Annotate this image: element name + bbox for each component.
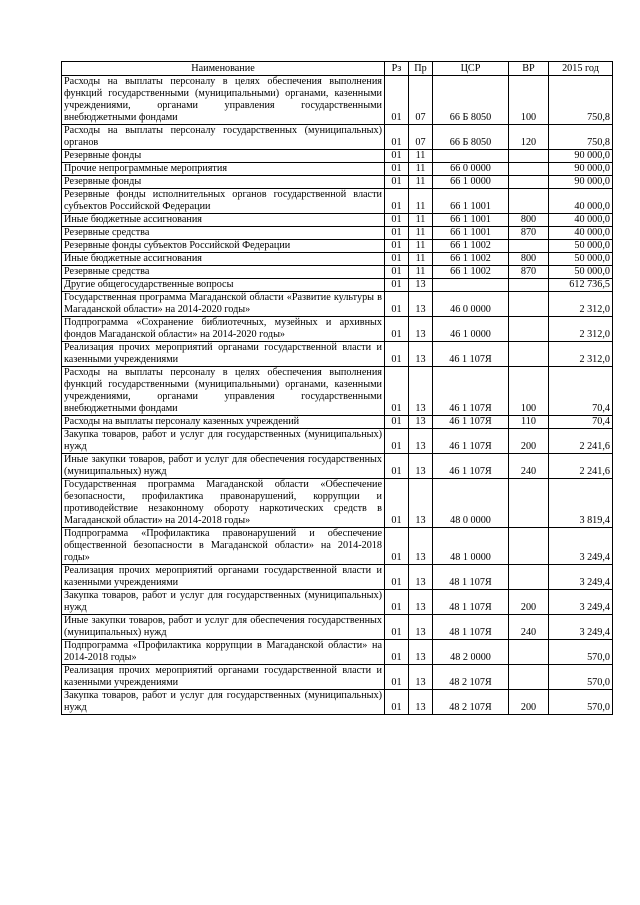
header-vr: ВР	[509, 62, 549, 76]
table-row	[62, 429, 613, 454]
cell-csr: 66 Б 8050	[433, 125, 509, 150]
cell-name: Государственная программа Магаданской области «Развитие культуры в Магаданской области» на 2014-2020 годы»	[62, 292, 385, 317]
cell-name: Резервные фонды	[62, 150, 385, 163]
cell-vr: 240	[509, 454, 549, 479]
cell-sum: 570,0	[549, 690, 613, 715]
cell-csr: 66 Б 8050	[433, 76, 509, 125]
cell-sum: 750,8	[549, 76, 613, 125]
cell-rz: 01	[385, 125, 409, 150]
cell-rz: 01	[385, 479, 409, 528]
cell-csr: 46 1 107Я	[433, 429, 509, 454]
cell-csr: 46 1 0000	[433, 317, 509, 342]
cell-name: Подпрограмма «Сохранение библиотечных, музейных и архивных фондов Магаданской области» на 2014-2020 годы»	[62, 317, 385, 342]
cell-pr: 13	[409, 292, 433, 317]
cell-vr	[509, 479, 549, 528]
table-row	[62, 665, 613, 690]
cell-pr: 11	[409, 189, 433, 214]
cell-vr: 200	[509, 590, 549, 615]
table-row	[62, 615, 613, 640]
cell-csr: 46 1 107Я	[433, 367, 509, 416]
cell-name: Реализация прочих мероприятий органами государственной власти и казенными учреждениями	[62, 565, 385, 590]
table-row	[62, 253, 613, 266]
cell-csr	[433, 279, 509, 292]
cell-sum: 70,4	[549, 367, 613, 416]
cell-vr	[509, 292, 549, 317]
cell-name: Прочие непрограммные мероприятия	[62, 163, 385, 176]
cell-pr: 11	[409, 227, 433, 240]
cell-sum: 50 000,0	[549, 240, 613, 253]
cell-name: Государственная программа Магаданской области «Обеспечение безопасности, профилактика правонарушений, коррупции и противодействие незаконному обороту наркотических средств в Магаданской области» на 2014-2018 годы»	[62, 479, 385, 528]
cell-vr	[509, 317, 549, 342]
cell-vr	[509, 189, 549, 214]
table-row	[62, 125, 613, 150]
table-row	[62, 76, 613, 125]
cell-pr: 13	[409, 317, 433, 342]
cell-sum: 50 000,0	[549, 266, 613, 279]
cell-rz: 01	[385, 690, 409, 715]
cell-sum: 40 000,0	[549, 214, 613, 227]
table-row	[62, 590, 613, 615]
table-row	[62, 227, 613, 240]
cell-name: Закупка товаров, работ и услуг для государственных (муниципальных) нужд	[62, 429, 385, 454]
table-body	[62, 76, 613, 715]
cell-csr: 66 1 1002	[433, 266, 509, 279]
cell-sum: 70,4	[549, 416, 613, 429]
cell-name: Закупка товаров, работ и услуг для государственных (муниципальных) нужд	[62, 690, 385, 715]
cell-rz: 01	[385, 454, 409, 479]
cell-pr: 13	[409, 640, 433, 665]
table-row	[62, 454, 613, 479]
cell-name: Резервные фонды исполнительных органов государственной власти субъектов Российской Федерации	[62, 189, 385, 214]
header-rz: Рз	[385, 62, 409, 76]
table-row	[62, 163, 613, 176]
cell-name: Иные закупки товаров, работ и услуг для обеспечения государственных (муниципальных) нужд	[62, 454, 385, 479]
cell-name: Расходы на выплаты персоналу казенных учреждений	[62, 416, 385, 429]
table-row	[62, 528, 613, 565]
cell-sum: 40 000,0	[549, 189, 613, 214]
cell-rz: 01	[385, 163, 409, 176]
cell-pr: 11	[409, 150, 433, 163]
cell-sum: 2 241,6	[549, 429, 613, 454]
cell-vr: 240	[509, 615, 549, 640]
cell-vr: 200	[509, 690, 549, 715]
cell-csr: 46 1 107Я	[433, 454, 509, 479]
table-row	[62, 640, 613, 665]
cell-sum: 40 000,0	[549, 227, 613, 240]
cell-name: Подпрограмма «Профилактика коррупции в Магаданской области» на 2014-2018 годы»	[62, 640, 385, 665]
cell-rz: 01	[385, 266, 409, 279]
cell-csr: 66 1 1002	[433, 240, 509, 253]
cell-sum: 3 249,4	[549, 615, 613, 640]
cell-pr: 13	[409, 479, 433, 528]
cell-pr: 13	[409, 528, 433, 565]
cell-name: Реализация прочих мероприятий органами государственной власти и казенными учреждениями	[62, 665, 385, 690]
cell-name: Расходы на выплаты персоналу в целях обеспечения выполнения функций государственными (муниципальными) органами, казенными учреждениями, органами управления государственными внебюджетными фондами	[62, 76, 385, 125]
cell-vr	[509, 665, 549, 690]
cell-csr: 48 1 0000	[433, 528, 509, 565]
table-row	[62, 214, 613, 227]
cell-vr	[509, 176, 549, 189]
cell-rz: 01	[385, 176, 409, 189]
cell-rz: 01	[385, 528, 409, 565]
cell-sum: 570,0	[549, 640, 613, 665]
table-row	[62, 416, 613, 429]
cell-rz: 01	[385, 640, 409, 665]
cell-name: Расходы на выплаты персоналу в целях обеспечения выполнения функций государственными (муниципальными) органами, казенными учреждениями, органами управления государственными внебюджетными фондами	[62, 367, 385, 416]
cell-csr: 48 2 107Я	[433, 665, 509, 690]
cell-rz: 01	[385, 317, 409, 342]
cell-rz: 01	[385, 590, 409, 615]
cell-csr: 46 1 107Я	[433, 416, 509, 429]
cell-csr	[433, 150, 509, 163]
cell-pr: 13	[409, 690, 433, 715]
cell-csr: 66 1 0000	[433, 176, 509, 189]
cell-vr: 870	[509, 266, 549, 279]
cell-rz: 01	[385, 565, 409, 590]
cell-name: Иные бюджетные ассигнования	[62, 214, 385, 227]
cell-vr: 200	[509, 429, 549, 454]
cell-vr: 870	[509, 227, 549, 240]
cell-rz: 01	[385, 342, 409, 367]
cell-csr: 46 1 107Я	[433, 342, 509, 367]
cell-name: Иные закупки товаров, работ и услуг для обеспечения государственных (муниципальных) нужд	[62, 615, 385, 640]
cell-pr: 11	[409, 240, 433, 253]
cell-csr: 66 1 1002	[433, 253, 509, 266]
header-csr: ЦСР	[433, 62, 509, 76]
cell-rz: 01	[385, 240, 409, 253]
table-row	[62, 342, 613, 367]
cell-csr: 48 0 0000	[433, 479, 509, 528]
cell-vr: 100	[509, 76, 549, 125]
cell-rz: 01	[385, 615, 409, 640]
cell-csr: 48 1 107Я	[433, 565, 509, 590]
cell-pr: 13	[409, 665, 433, 690]
cell-sum: 3 819,4	[549, 479, 613, 528]
table-row	[62, 240, 613, 253]
cell-sum: 90 000,0	[549, 150, 613, 163]
cell-pr: 11	[409, 176, 433, 189]
cell-sum: 3 249,4	[549, 590, 613, 615]
table-row	[62, 189, 613, 214]
cell-vr	[509, 640, 549, 665]
cell-pr: 13	[409, 367, 433, 416]
cell-rz: 01	[385, 227, 409, 240]
budget-table	[61, 61, 613, 715]
cell-sum: 50 000,0	[549, 253, 613, 266]
cell-vr: 120	[509, 125, 549, 150]
header-year: 2015 год	[549, 62, 613, 76]
cell-csr: 48 2 0000	[433, 640, 509, 665]
cell-vr: 800	[509, 253, 549, 266]
cell-csr: 66 1 1001	[433, 189, 509, 214]
cell-sum: 2 312,0	[549, 317, 613, 342]
cell-vr	[509, 565, 549, 590]
cell-name: Другие общегосударственные вопросы	[62, 279, 385, 292]
cell-sum: 90 000,0	[549, 163, 613, 176]
table-row	[62, 690, 613, 715]
cell-vr	[509, 279, 549, 292]
cell-csr: 66 0 0000	[433, 163, 509, 176]
cell-pr: 13	[409, 590, 433, 615]
cell-name: Подпрограмма «Профилактика правонарушений и обеспечение общественной безопасности в Магаданской области» на 2014-2018 годы»	[62, 528, 385, 565]
cell-pr: 13	[409, 416, 433, 429]
cell-rz: 01	[385, 76, 409, 125]
cell-sum: 2 312,0	[549, 342, 613, 367]
cell-csr: 66 1 1001	[433, 214, 509, 227]
cell-name: Резервные средства	[62, 266, 385, 279]
cell-vr	[509, 163, 549, 176]
cell-csr: 66 1 1001	[433, 227, 509, 240]
cell-pr: 07	[409, 125, 433, 150]
cell-sum: 90 000,0	[549, 176, 613, 189]
cell-pr: 11	[409, 266, 433, 279]
cell-sum: 2 312,0	[549, 292, 613, 317]
cell-sum: 3 249,4	[549, 565, 613, 590]
cell-pr: 13	[409, 615, 433, 640]
cell-rz: 01	[385, 416, 409, 429]
cell-sum: 570,0	[549, 665, 613, 690]
cell-name: Реализация прочих мероприятий органами государственной власти и казенными учреждениями	[62, 342, 385, 367]
table-row	[62, 150, 613, 163]
table-row	[62, 292, 613, 317]
cell-name: Резервные средства	[62, 227, 385, 240]
cell-rz: 01	[385, 367, 409, 416]
cell-rz: 01	[385, 279, 409, 292]
cell-pr: 13	[409, 454, 433, 479]
cell-rz: 01	[385, 189, 409, 214]
table-header-row	[62, 62, 613, 76]
cell-pr: 13	[409, 342, 433, 367]
table-row	[62, 317, 613, 342]
cell-vr	[509, 528, 549, 565]
cell-pr: 13	[409, 279, 433, 292]
cell-pr: 11	[409, 253, 433, 266]
cell-sum: 750,8	[549, 125, 613, 150]
cell-vr: 110	[509, 416, 549, 429]
cell-sum: 2 241,6	[549, 454, 613, 479]
cell-name: Иные бюджетные ассигнования	[62, 253, 385, 266]
cell-pr: 11	[409, 214, 433, 227]
cell-rz: 01	[385, 292, 409, 317]
cell-pr: 11	[409, 163, 433, 176]
cell-rz: 01	[385, 665, 409, 690]
cell-rz: 01	[385, 429, 409, 454]
cell-name: Резервные фонды	[62, 176, 385, 189]
cell-pr: 07	[409, 76, 433, 125]
cell-name: Закупка товаров, работ и услуг для государственных (муниципальных) нужд	[62, 590, 385, 615]
cell-sum: 3 249,4	[549, 528, 613, 565]
cell-vr: 800	[509, 214, 549, 227]
cell-name: Расходы на выплаты персоналу государственных (муниципальных) органов	[62, 125, 385, 150]
cell-csr: 48 1 107Я	[433, 615, 509, 640]
cell-vr	[509, 342, 549, 367]
header-pr: Пр	[409, 62, 433, 76]
table-row	[62, 176, 613, 189]
cell-vr: 100	[509, 367, 549, 416]
cell-vr	[509, 150, 549, 163]
table-row	[62, 279, 613, 292]
cell-rz: 01	[385, 253, 409, 266]
document-page	[61, 61, 612, 715]
cell-csr: 48 1 107Я	[433, 590, 509, 615]
cell-rz: 01	[385, 150, 409, 163]
table-row	[62, 266, 613, 279]
cell-rz: 01	[385, 214, 409, 227]
header-name: Наименование	[62, 62, 385, 76]
table-row	[62, 479, 613, 528]
cell-pr: 13	[409, 429, 433, 454]
cell-vr	[509, 240, 549, 253]
cell-pr: 13	[409, 565, 433, 590]
cell-name: Резервные фонды субъектов Российской Федерации	[62, 240, 385, 253]
cell-csr: 48 2 107Я	[433, 690, 509, 715]
table-row	[62, 565, 613, 590]
cell-csr: 46 0 0000	[433, 292, 509, 317]
table-row	[62, 367, 613, 416]
cell-sum: 612 736,5	[549, 279, 613, 292]
